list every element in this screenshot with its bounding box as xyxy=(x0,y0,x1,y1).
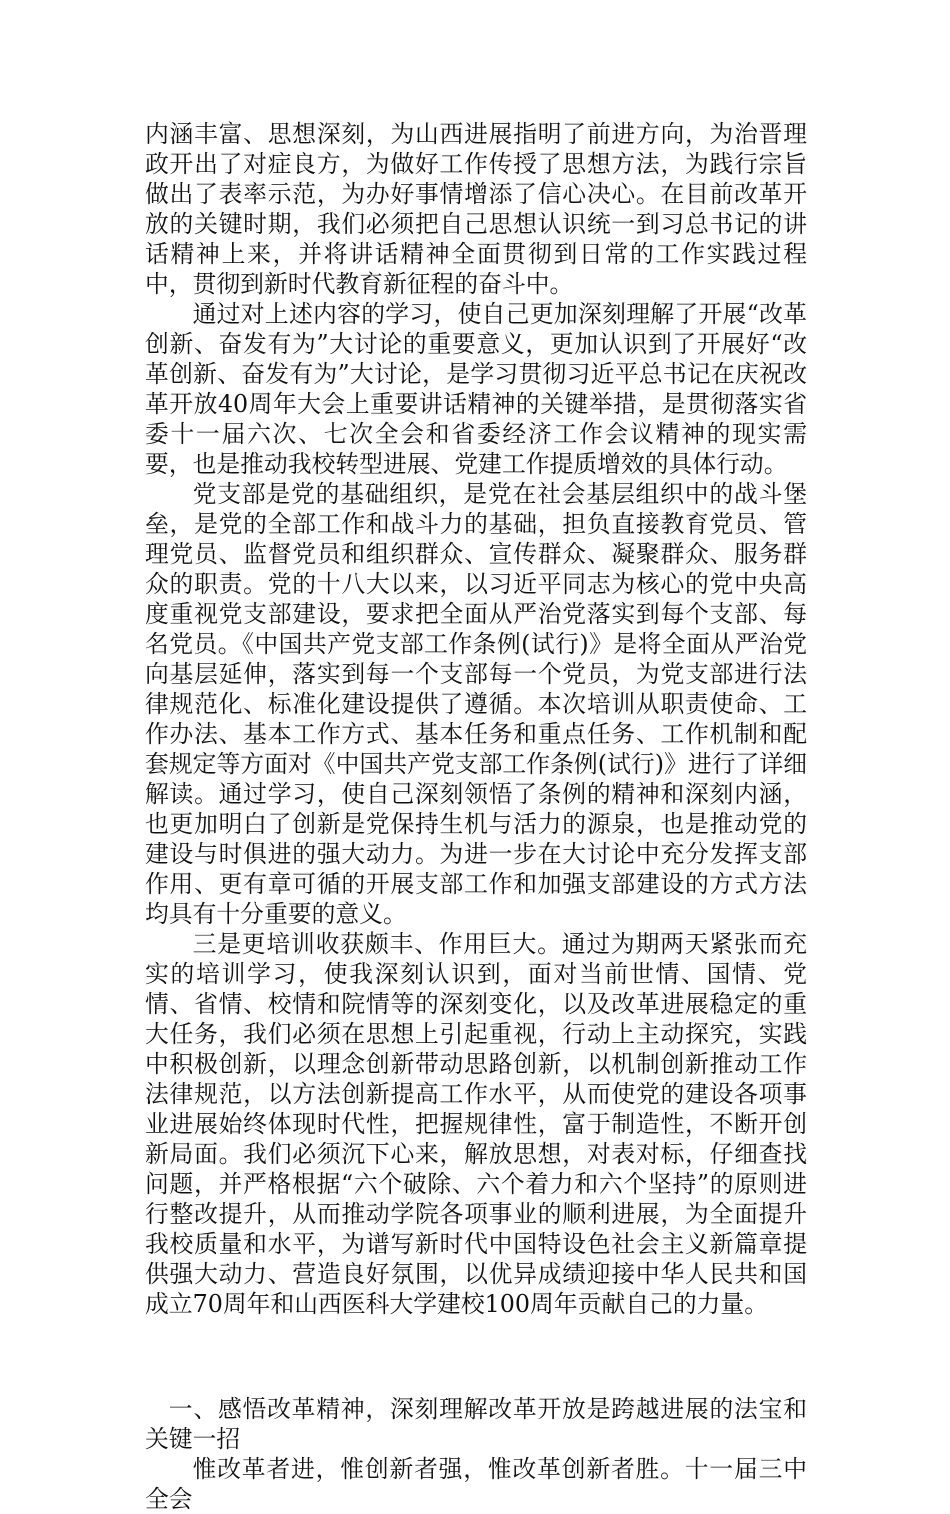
paragraph-4: 三是更培训收获颇丰、作用巨大。通过为期两天紧张而充实的培训学习，使我深刻认识到，面对当前世情、国情、党情、省情、校情和院情等的深刻变化，以及改革进展稳定的重大任务，我们必须在思想上引起重视，行动上主动探究，实践中积极创新，以理念创新带动思路创新，以机制创新推动工作法律规范，以方法创新提高工作水平，从而使党的建设各项事业进展始终体现时代性，把握规律性，富于制造性，不断开创新局面。我们必须沉下心来，解放思想，对表对标，仔细查找问题，并严格根据“六个破除、六个着力和六个坚持”的原则进行整改提升，从而推动学院各项事业的顺利进展，为全面提升我校质量和水平，为谱写新时代中国特设色社会主义新篇章提供强大动力、营造良好氛围，以优异成绩迎接中华人民共和国成立70周年和山西医科大学建校100周年贡献自己的力量。 xyxy=(145,930,807,1318)
paragraph-5: 惟改革者进，惟创新者强，惟改革创新者胜。十一届三中全会 xyxy=(145,1455,807,1513)
paragraph-3: 党支部是党的基础组织，是党在社会基层组织中的战斗堡垒，是党的全部工作和战斗力的基础，担负直接教育党员、管理党员、监督党员和组织群众、宣传群众、凝聚群众、服务群众的职责。党的十八大以来，以习近平同志为核心的党中央高度重视党支部建设，要求把全面从严治党落实到每个支部、每名党员。《中国共产党支部工作条例(试行)》是将全面从严治党向基层延伸，落实到每一个支部每一个党员，为党支部进行法律规范化、标准化建设提供了遵循。本次培训从职责使命、工作办法、基本工作方式、基本任务和重点任务、工作机制和配套规定等方面对《中国共产党支部工作条例(试行)》进行了详细解读。通过学习，使自己深刻领悟了条例的精神和深刻内涵，也更加明白了创新是党保持生机与活力的源泉，也是推动党的建设与时俱进的强大动力。为进一步在大讨论中充分发挥支部作用、更有章可循的开展支部工作和加强支部建设的方式方法均具有十分重要的意义。 xyxy=(145,480,807,928)
document-page xyxy=(145,119,807,1514)
paragraph-1: 内涵丰富、思想深刻，为山西进展指明了前进方向，为治晋理政开出了对症良方，为做好工作传授了思想方法，为践行宗旨做出了表率示范，为办好事情增添了信心决心。在目前改革开放的关键时期，我们必须把自己思想认识统一到习总书记的讲话精神上来，并将讲话精神全面贯彻到日常的工作实践过程中，贯彻到新时代教育新征程的奋斗中。 xyxy=(145,120,807,298)
paragraph-2: 通过对上述内容的学习，使自己更加深刻理解了开展“改革创新、奋发有为”大讨论的重要意义，更加认识到了开展好“改革创新、奋发有为”大讨论，是学习贯彻习近平总书记在庆祝改革开放40周年大会上重要讲话精神的关键举措，是贯彻落实省委十一届六次、七次全会和省委经济工作会议精神的现实需要，也是推动我校转型进展、党建工作提质增效的具体行动。 xyxy=(145,300,807,478)
section-heading: 一、感悟改革精神，深刻理解改革开放是跨越进展的法宝和关键一招 xyxy=(145,1395,807,1453)
section-gap xyxy=(145,1319,807,1394)
